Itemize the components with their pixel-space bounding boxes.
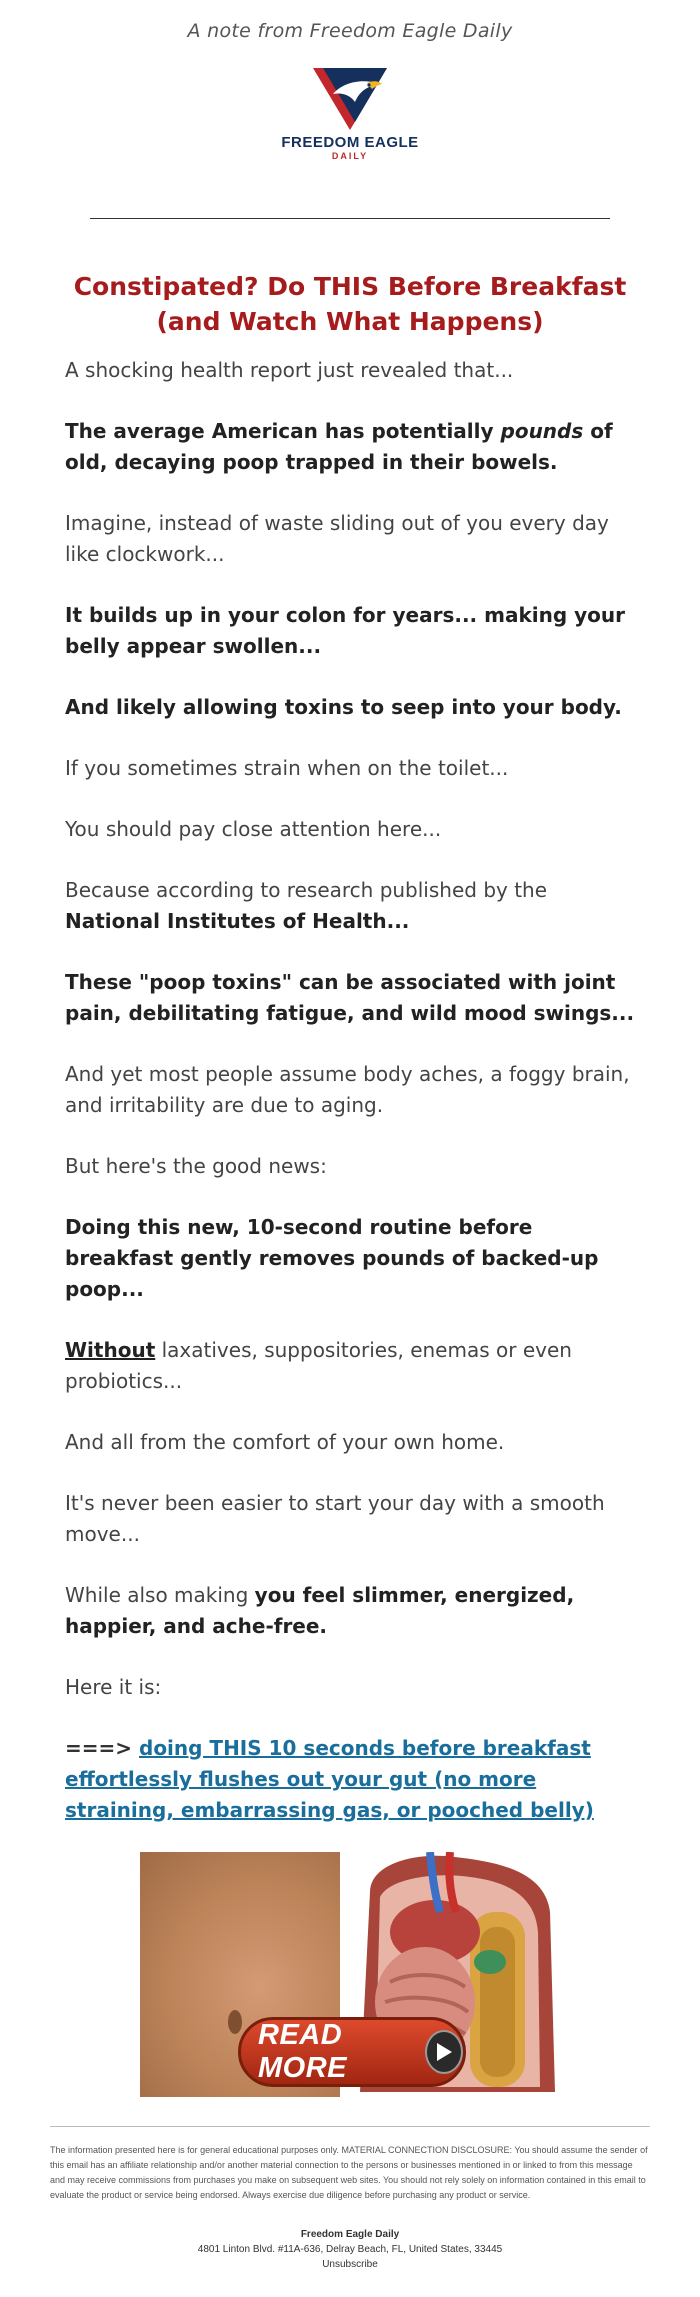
hero-image[interactable] (140, 1852, 560, 2097)
cta-arrow: ===> (65, 1736, 139, 1760)
footer-address: 4801 Linton Blvd. #11A-636, Delray Beach, FL, United States, 33445 (197, 2244, 503, 2255)
header-divider (90, 218, 610, 219)
text-run: Without (65, 1338, 156, 1362)
belly-button-shape (228, 2010, 242, 2034)
text-run: While also making (65, 1583, 255, 1607)
read-more-label: READ MORE (258, 2019, 347, 2084)
footer-divider (50, 2126, 650, 2127)
body-paragraph: And likely allowing toxins to seep into your body. (65, 695, 622, 719)
text-run: Because according to research published by the (65, 878, 548, 902)
logo-subtitle: DAILY (331, 151, 369, 161)
body-paragraph (65, 416, 635, 478)
text-run: laxatives, suppositories, enemas or even probiotics... (65, 1338, 572, 1393)
text-run: you feel slimmer, energized, happier, and ache-free. (65, 1583, 575, 1638)
footer-company-name: Freedom Eagle Daily (300, 2229, 400, 2240)
footer-address-block (0, 2227, 700, 2272)
freedom-eagle-logo (275, 64, 425, 161)
body-paragraph: But here's the good news: (65, 1154, 327, 1178)
body-paragraph: And yet most people assume body aches, a foggy brain, and irritability are due to aging. (65, 1062, 630, 1117)
headline: Constipated? Do THIS Before Breakfast (and Watch What Happens) (73, 272, 627, 336)
body-paragraph: These "poop toxins" can be associated with joint pain, debilitating fatigue, and wild mood swings... (65, 970, 635, 1025)
body-paragraph (65, 875, 635, 937)
email-body (65, 355, 635, 1826)
body-paragraph (65, 1580, 635, 1642)
logo-wordmark: FREEDOM EAGLE (281, 134, 419, 151)
unsubscribe-link[interactable]: Unsubscribe (322, 2259, 378, 2270)
read-more-button[interactable] (238, 2017, 466, 2087)
preheader-text: A note from Freedom Eagle Daily (187, 20, 513, 42)
body-paragraph (65, 1335, 635, 1397)
text-run: of old, decaying poop trapped in their bowels. (65, 419, 613, 474)
body-paragraph: Doing this new, 10-second routine before breakfast gently removes pounds of backed-up poop... (65, 1215, 599, 1301)
body-paragraph: It builds up in your colon for years... making your belly appear swollen... (65, 603, 625, 658)
body-paragraph: It's never been easier to start your day with a smooth move... (65, 1491, 605, 1546)
body-paragraph: Here it is: (65, 1675, 162, 1699)
text-run: pounds (500, 419, 584, 443)
text-run: The average American has potentially (65, 419, 501, 443)
body-paragraph: And all from the comfort of your own home. (65, 1430, 505, 1454)
body-paragraph: A shocking health report just revealed that... (65, 358, 514, 382)
text-run: National Institutes of Health... (65, 909, 410, 933)
cta-link[interactable]: doing THIS 10 seconds before breakfast effortlessly flushes out your gut (no more straining, embarrassing gas, or pooched belly) (65, 1736, 594, 1822)
eagle-emblem-icon (309, 64, 391, 132)
body-paragraph: You should pay close attention here... (65, 817, 442, 841)
disclaimer-text: The information presented here is for general educational purposes only. MATERIAL CONNECTION DISCLOSURE: You should assume the sender of this email has an affiliate relationship and/or another material connection to the persons or businesses mentioned in or linked to from this message and may receive commissions from purchases you make on subsequent web sites. You should not rely solely on information contained in this email to evaluate the product or service being endorsed. Always exercise due diligence before purchasing any product or service. (50, 2145, 648, 2200)
play-icon (425, 2030, 463, 2074)
body-paragraph: Imagine, instead of waste sliding out of you every day like clockwork... (65, 511, 609, 566)
cta-paragraph (65, 1733, 635, 1826)
body-paragraph: If you sometimes strain when on the toilet... (65, 756, 509, 780)
